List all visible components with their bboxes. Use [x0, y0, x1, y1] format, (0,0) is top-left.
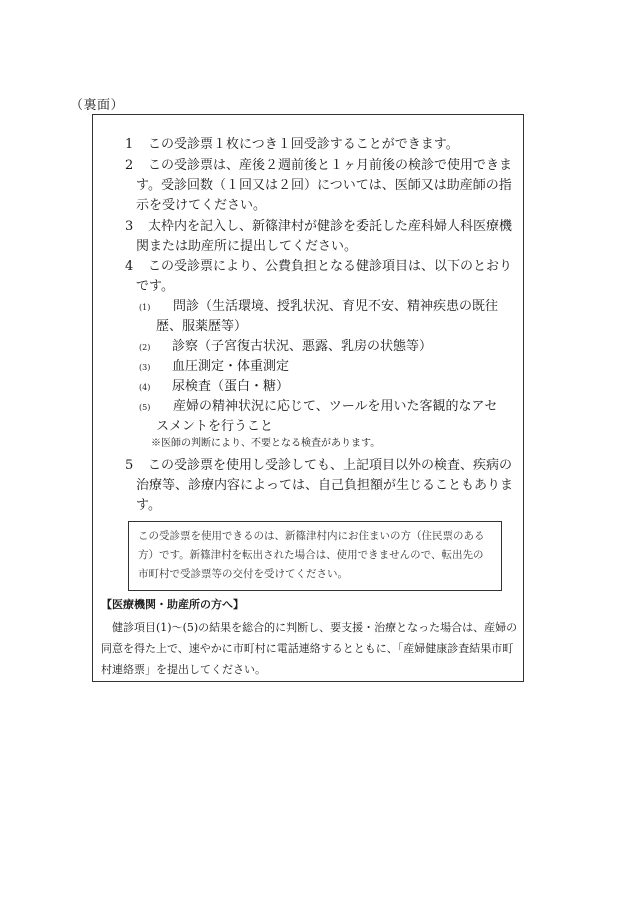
- subitem-number: (2): [139, 343, 151, 352]
- instruction-item-5: [125, 456, 520, 516]
- instruction-item-3: [125, 217, 520, 257]
- page-side-label: （裏面）: [70, 98, 125, 113]
- health-check-subitem-3: [139, 357, 509, 377]
- item-text: この受診票１枚につき１回受診することができます。: [148, 137, 459, 152]
- item-number: 2: [125, 158, 134, 173]
- subitem-number: (3): [139, 363, 151, 372]
- subitem-text: 問診（生活環境、授乳状況、育児不安、精神疾患の既往歴、服薬歴等）: [156, 299, 499, 334]
- medical-section-title: 【医療機関・助産所の方へ】: [101, 598, 244, 611]
- medical-section-body: 健診項目(1)～(5)の結果を総合的に判断し、要支援・治療となった場合は、産婦の同意を得た上で、速やかに市町村に電話連絡するとともに、「産婦健康診査結果市町村連絡票」を提出してください。: [101, 621, 518, 676]
- health-check-subitem-2: [139, 337, 509, 357]
- subitem-text: 産婦の精神状況に応じて、ツールを用いた客観的なアセスメントを行うこと: [156, 399, 498, 434]
- doctor-judgment-note: ※医師の判断により、不要となる検査があります。: [151, 438, 381, 449]
- item-number: 1: [125, 137, 134, 152]
- item-text: この受診票を使用し受診しても、上記項目以外の検査、疾病の治療等、診療内容によっては、自己負担額が生じることもあります。: [136, 458, 514, 513]
- subitem-text: 尿検査（蛋白・糖）: [172, 379, 290, 394]
- health-check-subitem-4: [139, 377, 509, 397]
- item-text: 太枠内を記入し、新篠津村が健診を委託した産科婦人科医療機関または助産所に提出してください。: [136, 219, 513, 254]
- health-check-subitem-5: [139, 397, 509, 437]
- item-text: この受診票は、産後２週前後と１ヶ月前後の検診で使用できます。受診回数（１回又は２回）については、医師又は助産師の指示を受けてください。: [136, 158, 513, 213]
- item-number: 3: [125, 219, 134, 234]
- item-number: 5: [125, 458, 134, 473]
- subitem-number: (1): [139, 303, 151, 312]
- instruction-item-4: [125, 257, 520, 297]
- instruction-item-1: [125, 135, 505, 155]
- eligibility-notice-box: この受診票を使用できるのは、新篠津村内にお住まいの方（住民票のある方）です。新篠津村を転出された場合は、使用できませんので、転出先の市町村で受診票等の交付を受けてください。: [128, 521, 502, 591]
- subitem-text: 診察（子宮復古状況、悪露、乳房の状態等）: [172, 339, 433, 354]
- subitem-text: 血圧測定・体重測定: [172, 359, 290, 374]
- subitem-number: (5): [139, 403, 151, 412]
- subitem-number: (4): [139, 383, 151, 392]
- health-check-subitem-1: [139, 297, 509, 337]
- item-number: 4: [125, 259, 134, 274]
- item-text: この受診票により、公費負担となる健診項目は、以下のとおりです。: [136, 259, 513, 294]
- instruction-item-2: [125, 156, 520, 216]
